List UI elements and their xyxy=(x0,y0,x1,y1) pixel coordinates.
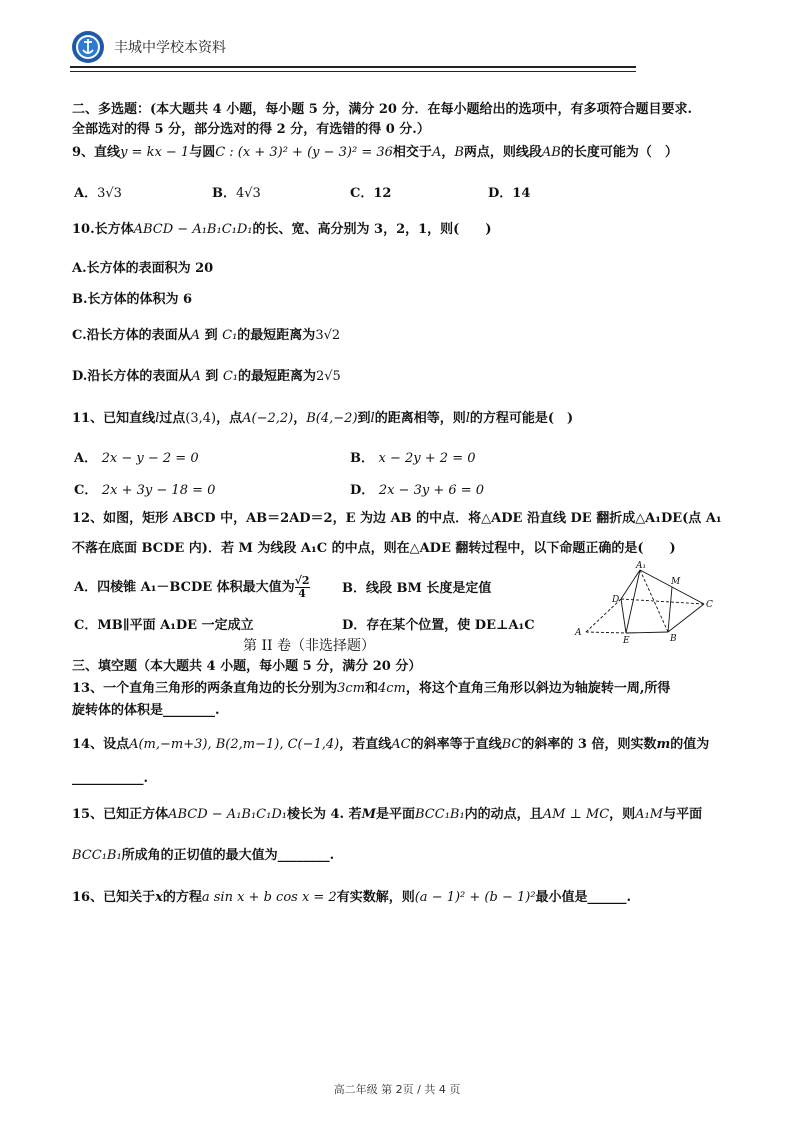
q9-option-b: B．4√3 xyxy=(212,186,261,201)
section3-title: 三、填空题（本大题共 4 小题，每小题 5 分，满分 20 分） xyxy=(72,659,422,674)
question-14: 14、设点A(m,−m+3), B(2,m−1), C(−1,4)，若直线AC的斜率等于直线BC的斜率的 3 倍，则实数m的值为 xyxy=(72,737,710,752)
q15-line-2: BCC₁B₁所成角的正切值的最大值为________. xyxy=(72,848,335,863)
q10-option-b: B.长方体的体积为 6 xyxy=(72,292,193,307)
question-13: 13、一个直角三角形的两条直角边的长分别为3cm和4cm，将这个直角三角形以斜边为轴旋转一周,所得 xyxy=(72,681,671,696)
part2-title: 第 II 卷（非选择题） xyxy=(243,638,375,654)
fig-label-m: M xyxy=(671,577,681,587)
section2-title-line2: 全部选对的得 5 分，部分选对的得 2 分，有选错的得 0 分.） xyxy=(72,122,430,137)
q9-point-b: B xyxy=(454,145,464,160)
fig-edge-a-e xyxy=(586,632,626,633)
q11-option-c: C． 2x + 3y − 18 = 0 xyxy=(74,483,216,498)
q12-fraction: $\frac{√2}{4}$ xyxy=(294,574,310,600)
fig-edge-a1-e xyxy=(626,570,640,633)
question-10 xyxy=(72,221,491,239)
fig-label-b: B xyxy=(670,634,677,644)
q14-line-2: ___________. xyxy=(72,771,149,786)
q12-option-a: A．四棱锥 A₁－BCDE 体积最大值为 $\frac{√2}{4}$ xyxy=(74,574,310,600)
q11-option-b: B． x − 2y + 2 = 0 xyxy=(350,451,476,466)
header-rule-thin xyxy=(70,71,636,72)
q12-option-c: C．MB∥平面 A₁DE 一定成立 xyxy=(74,618,254,633)
fig-label-a: A xyxy=(575,628,582,638)
q10-cuboid-name: ABCD − A₁B₁C₁D₁ xyxy=(133,222,253,237)
fig-edge-d-e xyxy=(621,599,626,633)
q10-option-d: D.沿长方体的表面从A 到 C₁的最短距离为2√5 xyxy=(72,369,341,384)
q10-lead: 10.长方体 xyxy=(72,222,134,237)
section2-title-line1: 二、多选题：(本大题共 4 小题，每小题 5 分，满分 20 分．在每小题给出的选项中，有多项符合题目要求. xyxy=(72,102,693,117)
q9-point-a: A xyxy=(431,145,442,160)
q11-option-d: D． 2x − 3y + 6 = 0 xyxy=(350,483,485,498)
q9-comma: ， xyxy=(441,145,455,160)
q9-option-d: D．14 xyxy=(488,186,531,201)
q12-line-1: 12、如图，矩形 ABCD 中，AB＝2AD＝2，E 为边 AB 的中点．将△ADE 沿直线 DE 翻折成△A₁DE(点 A₁ xyxy=(72,511,722,526)
fig-label-a1: A₁ xyxy=(636,561,647,571)
fig-edge-b-c xyxy=(668,604,704,632)
fig-label-c: C xyxy=(706,600,713,610)
q9-text-3: 相交于 xyxy=(392,145,432,160)
q9-option-a: A．3√3 xyxy=(74,186,122,201)
q10-option-c: C.沿长方体的表面从A 到 C₁的最短距离为3√2 xyxy=(72,328,341,343)
fig-label-d: D xyxy=(612,595,620,605)
q9-text-1: 直线 xyxy=(94,145,121,160)
page-footer: 高二年级 第 2页 / 共 4 页 xyxy=(333,1083,461,1096)
fig-label-e: E xyxy=(623,636,630,644)
fig-edge-m-b xyxy=(668,587,672,632)
q9-text-4: 两点，则线段 xyxy=(463,145,542,160)
q9-number: 9、 xyxy=(72,145,95,160)
q9-text-5: 的长度可能为（ ） xyxy=(560,145,678,160)
question-15: 15、已知正方体ABCD − A₁B₁C₁D₁棱长为 4. 若M是平面BCC₁B₁内的动点，且AM ⊥ MC，则A₁M与平面 xyxy=(72,807,703,822)
question-9 xyxy=(72,144,678,162)
q12-option-d: D．存在某个位置，使 DE⊥A₁C xyxy=(342,618,535,633)
q10-option-a: A.长方体的表面积为 20 xyxy=(72,261,214,276)
q9-text-2: 与圆 xyxy=(189,145,216,160)
question-16: 16、已知关于x的方程a sin x + b cos x = 2有实数解，则(a − 1)² + (b − 1)²最小值是______. xyxy=(72,890,632,905)
header-rule-thick xyxy=(70,66,636,68)
q9-line-equation: y = kx − 1 xyxy=(120,145,190,160)
q14-variable-m: m xyxy=(656,737,671,752)
school-logo xyxy=(71,30,105,64)
q11-option-a: A． 2x − y − 2 = 0 xyxy=(74,451,199,466)
q10-tail: 的长、宽、高分别为 3，2，1，则( ) xyxy=(252,222,492,237)
q12-line-2: 不落在底面 BCDE 内)．若 M 为线段 A₁C 的中点，则在△ADE 翻转过程中，以下命题正确的是( ) xyxy=(72,541,676,556)
q9-circle-equation: C : (x + 3)² + (y − 3)² = 36 xyxy=(215,145,393,160)
fig-edge-a1-b xyxy=(640,570,668,632)
q12-figure xyxy=(572,560,722,644)
q9-segment-ab: AB xyxy=(541,145,561,160)
school-name: 丰城中学校本资料 xyxy=(114,40,226,56)
q12-option-b: B．线段 BM 长度是定值 xyxy=(342,581,492,596)
fig-edge-e-b xyxy=(626,632,668,633)
question-11: 11、已知直线l过点(3,4)，点A(−2,2)，B(4,−2)到l的距离相等，则l的方程可能是( ) xyxy=(72,411,574,426)
q13-line-2: 旋转体的体积是________. xyxy=(72,703,220,718)
q9-option-c: C．12 xyxy=(350,186,392,201)
